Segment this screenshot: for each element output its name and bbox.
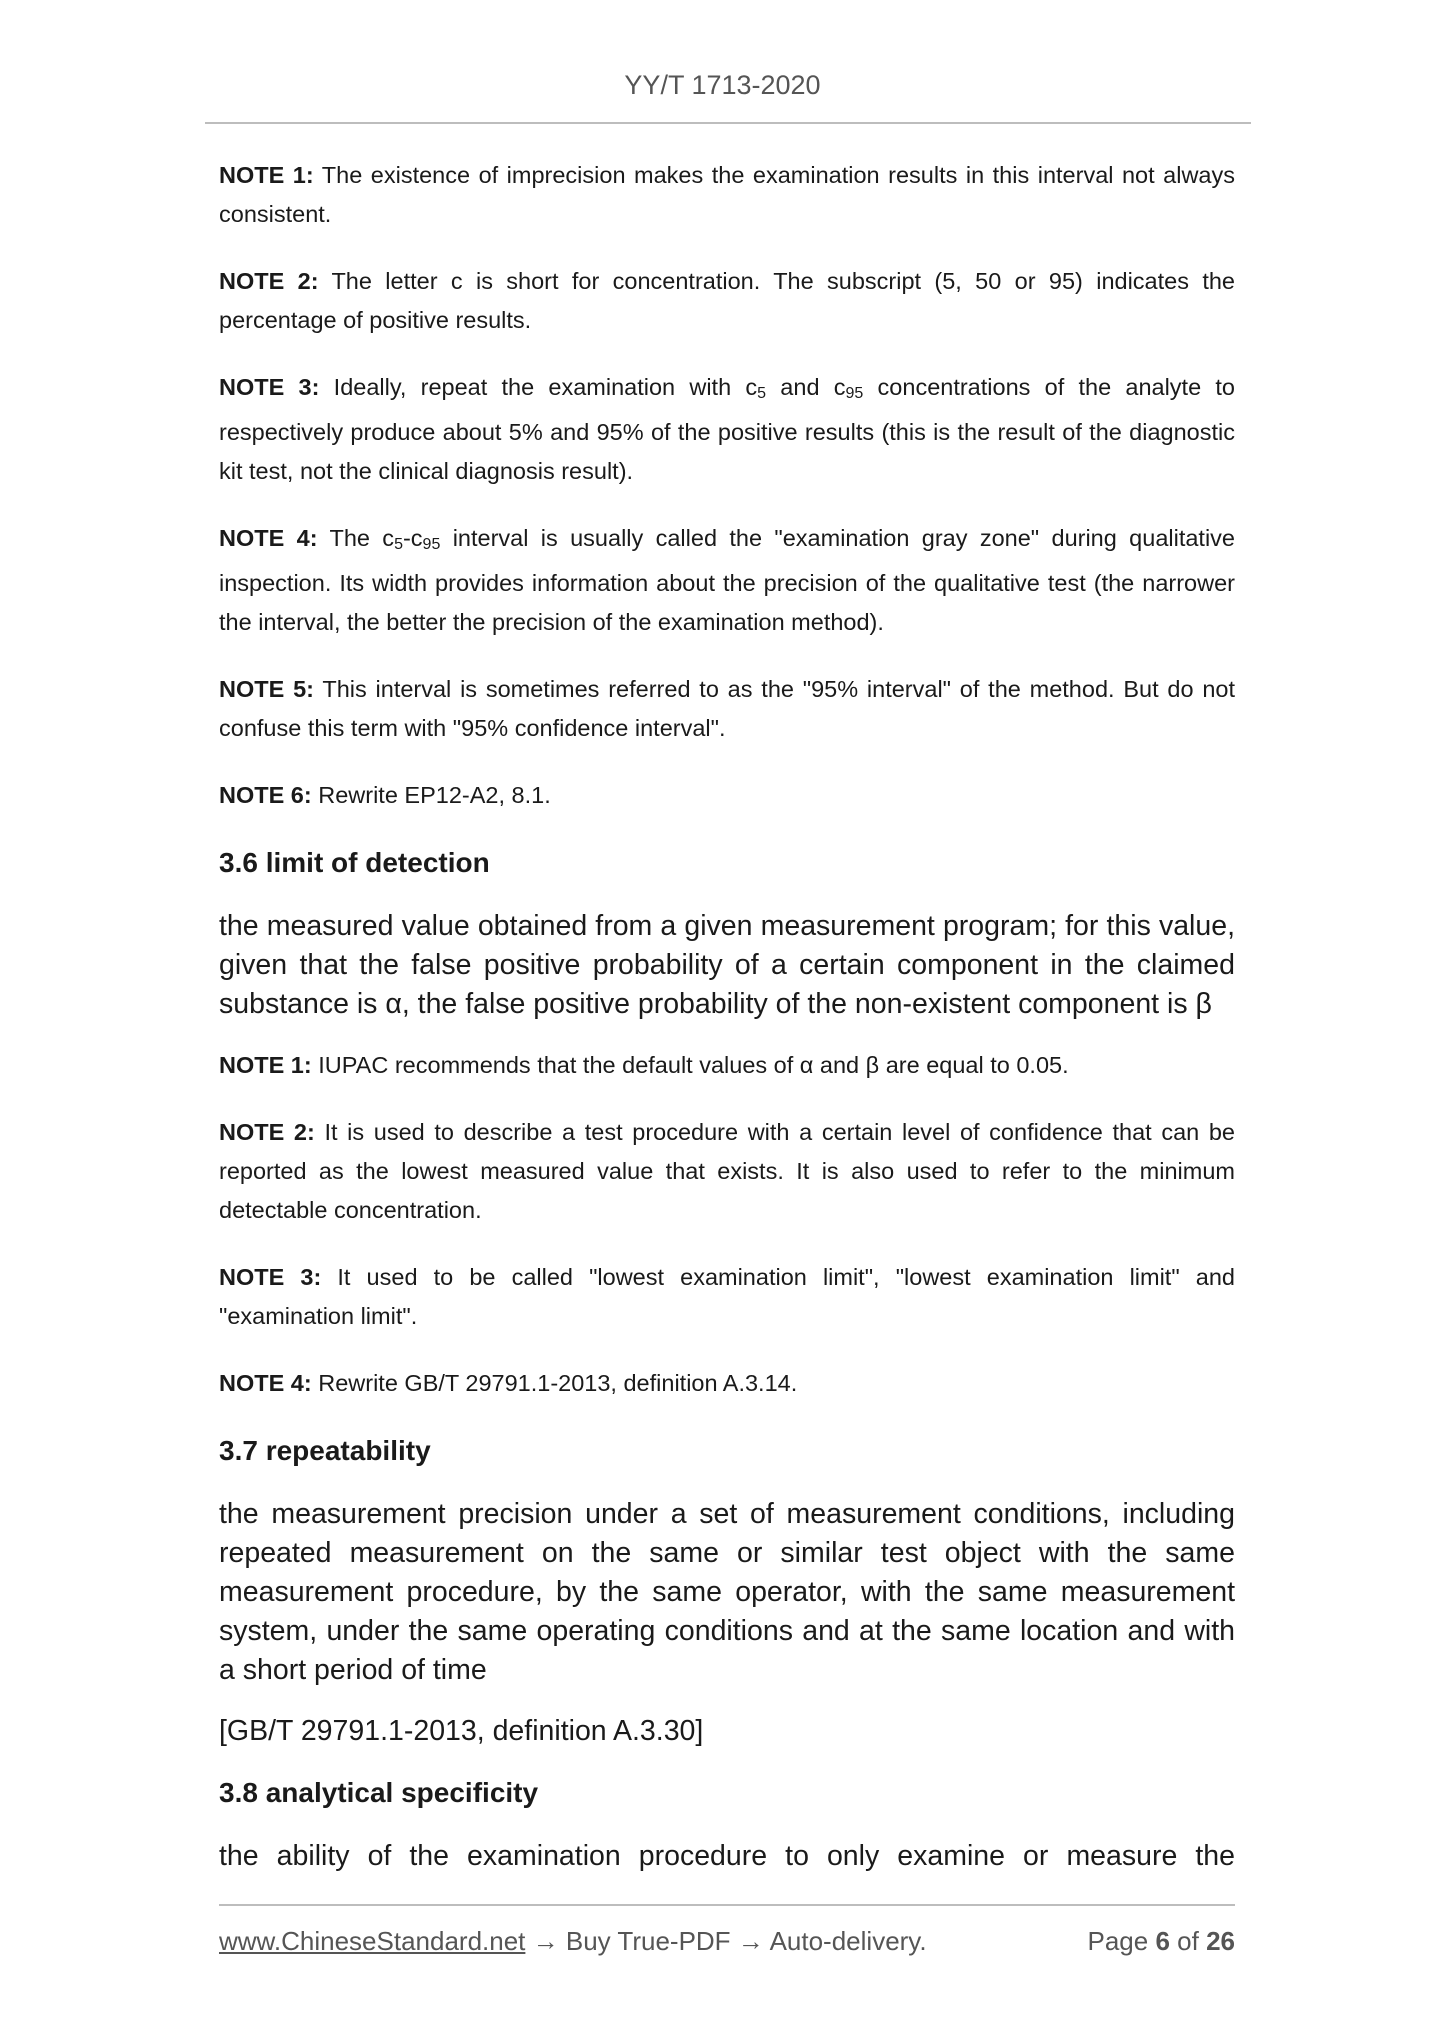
note-6 bbox=[219, 776, 1235, 815]
note-text: Rewrite GB/T 29791.1-2013, definition A.3.14. bbox=[318, 1370, 798, 1396]
note-label: NOTE 6: bbox=[219, 782, 312, 808]
definition-3-8: the ability of the examination procedure to only examine or measure the bbox=[219, 1840, 1235, 1872]
note-text: -c bbox=[402, 525, 423, 551]
subscript: 95 bbox=[845, 385, 864, 402]
note-text: and c bbox=[766, 374, 846, 400]
note-label: NOTE 2: bbox=[219, 268, 319, 294]
note-text: IUPAC recommends that the default values of α and β are equal to 0.05. bbox=[318, 1052, 1069, 1078]
note-text: The existence of imprecision makes the examination results in this interval not always consistent. bbox=[219, 162, 1235, 227]
note-text: Rewrite EP12-A2, 8.1. bbox=[318, 782, 551, 808]
note-1 bbox=[219, 156, 1235, 234]
subscript: 95 bbox=[422, 536, 441, 553]
footer bbox=[219, 1926, 1235, 1957]
note-text: It is used to describe a test procedure with a certain level of confidence that can be reported as the lowest measured value that exists. It is also used to refer to the minimum detectable concentration. bbox=[219, 1119, 1235, 1223]
note-label: NOTE 5: bbox=[219, 676, 314, 702]
note-4 bbox=[219, 519, 1235, 642]
section-heading-3-6: 3.6 limit of detection bbox=[219, 847, 490, 878]
note-3 bbox=[219, 368, 1235, 491]
section-heading-3-8: 3.8 analytical specificity bbox=[219, 1777, 539, 1808]
note-text: The c bbox=[329, 525, 395, 551]
definition-3-6: the measured value obtained from a given measurement program; for this value, given that the false positive probability of a certain component in the claimed substance is α, the false positive probability of the non-existent component is β bbox=[219, 910, 1235, 1020]
note-text: This interval is sometimes referred to as the "95% interval" of the method. But do not confuse this term with "95% confidence interval". bbox=[219, 676, 1235, 741]
note-text: The letter c is short for concentration. The subscript (5, 50 or 95) indicates the percentage of positive results. bbox=[219, 268, 1235, 333]
footer-divider bbox=[219, 1904, 1235, 1906]
note-text: concentrations of the analyte to respectively produce about 5% and 95% of the positive results (this is the result of the diagnostic kit test, not the clinical diagnosis result). bbox=[219, 374, 1235, 484]
page-word: Page bbox=[1087, 1926, 1149, 1956]
note-2 bbox=[219, 1113, 1235, 1230]
section-heading-3-7: 3.7 repeatability bbox=[219, 1435, 431, 1466]
note-label: NOTE 1: bbox=[219, 162, 314, 188]
header-title: YY/T 1713-2020 bbox=[624, 70, 821, 100]
note-5 bbox=[219, 670, 1235, 748]
page-current: 6 bbox=[1155, 1926, 1170, 1956]
reference-3-7: [GB/T 29791.1-2013, definition A.3.30] bbox=[219, 1715, 704, 1747]
note-label: NOTE 3: bbox=[219, 374, 320, 400]
note-label: NOTE 4: bbox=[219, 1370, 312, 1396]
note-text: It used to be called "lowest examination limit", "lowest examination limit" and "examination limit". bbox=[219, 1264, 1235, 1329]
note-label: NOTE 4: bbox=[219, 525, 318, 551]
page-indicator bbox=[1087, 1926, 1235, 1957]
subscript: 5 bbox=[757, 385, 767, 402]
note-label: NOTE 3: bbox=[219, 1264, 322, 1290]
note-3 bbox=[219, 1258, 1235, 1336]
website-link[interactable]: www.ChineseStandard.net bbox=[219, 1926, 526, 1956]
note-label: NOTE 1: bbox=[219, 1052, 312, 1078]
note-text: Ideally, repeat the examination with c bbox=[333, 374, 758, 400]
note-1 bbox=[219, 1046, 1235, 1085]
of-word: of bbox=[1177, 1926, 1199, 1956]
page-total: 26 bbox=[1206, 1926, 1235, 1956]
header-divider bbox=[205, 122, 1251, 124]
note-4 bbox=[219, 1364, 1235, 1403]
definition-3-7: the measurement precision under a set of measurement conditions, including repeated measurement on the same or similar test object with the same measurement procedure, by the same operator, with the same measurement system, under the same operating conditions and at the same location and with a short period of time bbox=[219, 1498, 1235, 1686]
page-content bbox=[219, 156, 1235, 1898]
note-2 bbox=[219, 262, 1235, 340]
note-label: NOTE 2: bbox=[219, 1119, 315, 1145]
footer-promo: → Buy True-PDF → Auto-delivery. bbox=[525, 1926, 927, 1956]
subscript: 5 bbox=[394, 536, 403, 553]
note-text: interval is usually called the "examination gray zone" during qualitative inspection. Its width provides information about the precision of the qualitative test (the narrower the interval, the better the precision of the examination method). bbox=[219, 525, 1235, 635]
